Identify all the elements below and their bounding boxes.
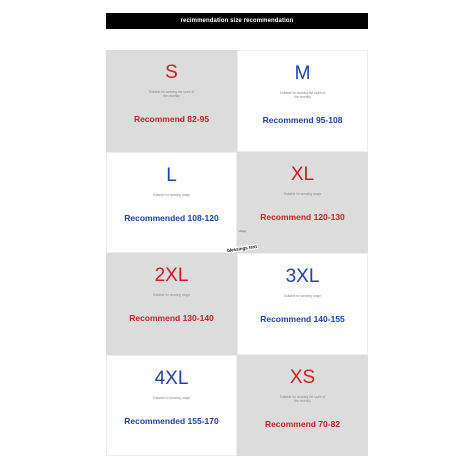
size-card-s: [106, 50, 237, 152]
size-card-xl: [237, 152, 368, 254]
size-recommendation: Recommend 82-95: [133, 114, 210, 124]
size-recommendation: Recommend 120-130: [260, 211, 345, 222]
size-note: Suitable for wearing range: [152, 192, 191, 197]
size-recommendation: Recommend 70-82: [264, 418, 341, 429]
size-note: Suitable for wearing range: [152, 293, 191, 297]
size-recommendation: Recommend 95-108: [262, 115, 343, 125]
size-recommendation: Recommended 155-170: [124, 415, 219, 426]
overlay-sticker-text: blessings text: [226, 243, 258, 254]
size-card-4xl: [106, 355, 237, 457]
page-title: recimmendation size recommendation: [180, 18, 294, 24]
page-title-bar: [106, 13, 368, 29]
size-card-3xl: [237, 253, 368, 355]
size-recommendation: Recommend 140-155: [260, 314, 345, 324]
size-label: XS: [289, 366, 316, 388]
size-label: M: [294, 63, 311, 84]
size-card-xs: [237, 355, 368, 457]
size-card-2xl: [106, 253, 237, 355]
size-label: S: [165, 62, 178, 83]
size-chart-grid: [106, 50, 368, 456]
size-label: L: [166, 164, 177, 186]
size-label: 2XL: [154, 265, 189, 286]
size-note: Suitable for wearing range: [152, 395, 191, 400]
size-recommendation: Recommended 108-120: [124, 212, 219, 223]
size-note: Suitable for wearing the scale of the recently: [279, 394, 326, 403]
size-note: Suitable for wearing the scale of the recently: [279, 91, 326, 99]
size-note: Suitable for wearing the scale of the recently: [148, 90, 195, 98]
overlay-small-label: crispy: [239, 229, 247, 233]
size-label: XL: [290, 163, 315, 185]
size-card-m: [237, 50, 368, 152]
size-label: 4XL: [154, 367, 189, 389]
size-label: 3XL: [285, 266, 320, 287]
size-note: Suitable for wearing range: [283, 191, 322, 196]
size-recommendation: Recommend 130-140: [129, 313, 214, 323]
size-card-l: [106, 152, 237, 254]
size-note: Suitable for wearing range: [283, 294, 322, 298]
